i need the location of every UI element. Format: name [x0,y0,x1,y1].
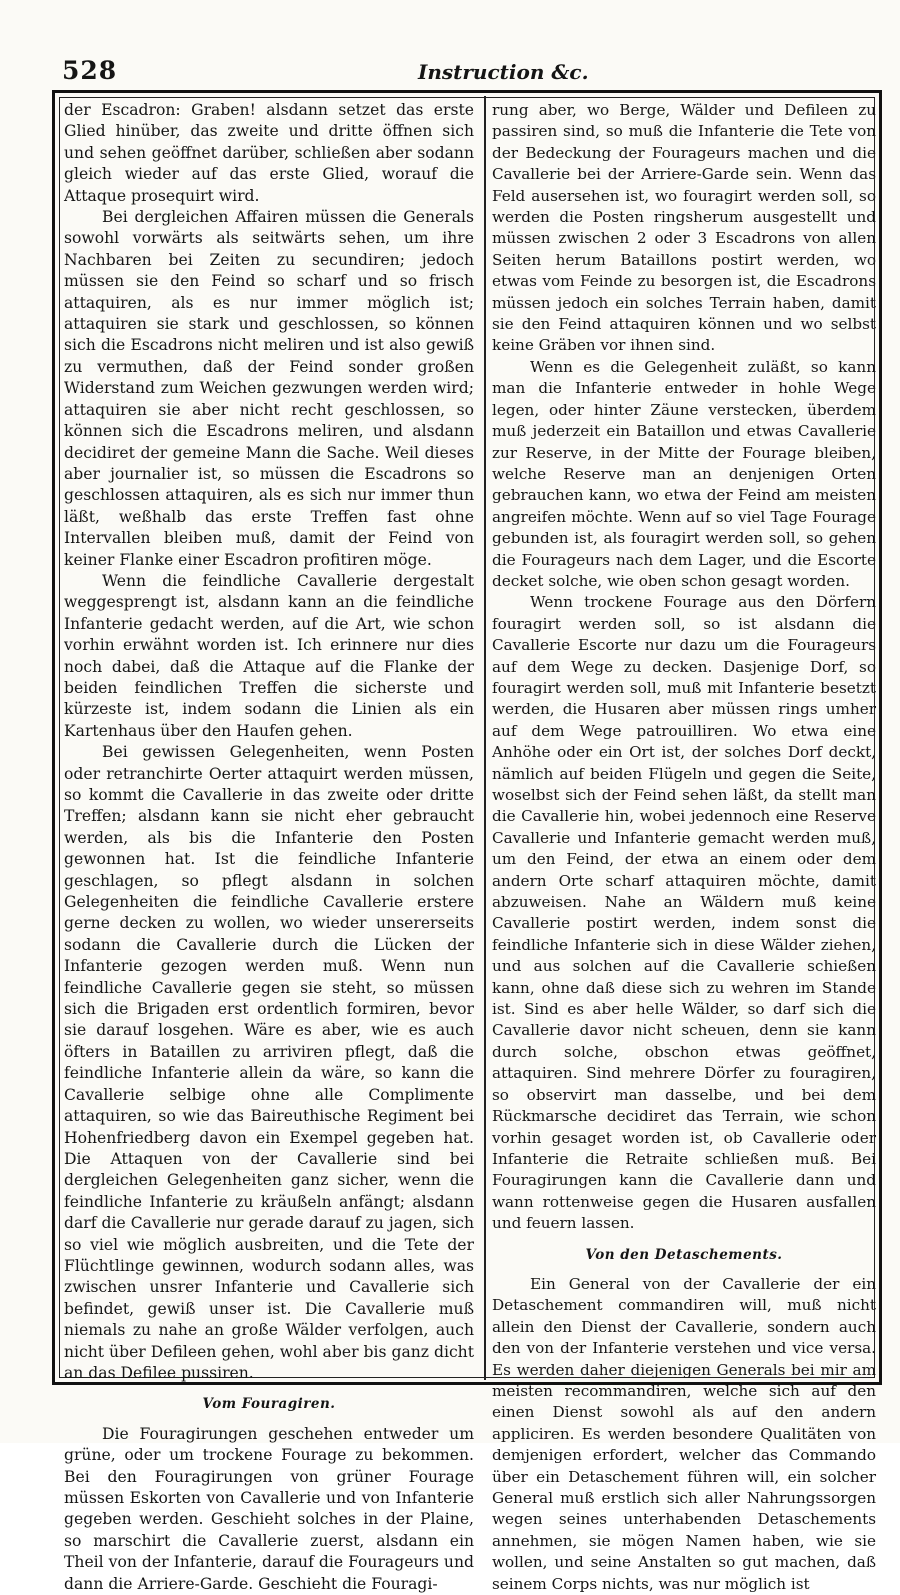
left-paragraph-1: der Escadron: Graben! alsdann setzet das erste Glied hinüber, das zweite und dritte öffnen sich und sehen geöffnet darüber, schließen aber sodann gleich wieder auf das erste Glied, worauf die Attaque prosequirt wird. [64,101,474,205]
right-paragraph-1: rung aber, wo Berge, Wälder und Defileen zu passiren sind, so muß die Infanterie die Tete von der Bedeckung der Fourageurs machen und die Cavallerie bei der Arriere-Garde sein. Wenn das Feld ausersehen ist, wo fouragirt werden soll, so werden die Posten ringsherum ausgestellt und müssen zwischen 2 oder 3 Escadrons von allen Seiten herum Bataillons postirt werden, wo etwas vom Feinde zu besorgen ist, die Escadrons müssen jedoch ein solches Terrain haben, damit sie den Feind attaquiren können und wo selbst keine Gräben vor ihnen sind. [492,101,876,355]
page-number: 528 [62,56,118,85]
section-heading-fouragiren: Vom Fouragiren. [202,1396,336,1413]
left-paragraph-3: Wenn die feindliche Cavallerie dergestalt weggesprengt ist, alsdann kann an die feindliche Infanterie gedacht werden, auf die Art, wie schon vorhin erwähnt worden ist. Ich erinnere nur dies noch dabei, daß die Attaque auf die Flanke der beiden feindlichen Treffen die sicherste und kürzeste ist, indem sodann die Linien als ein Kartenhaus über den Haufen gehen. [64,571,474,740]
left-paragraph-2: Bei dergleichen Affairen müssen die Generals sowohl vorwärts als seitwärts sehen, um ihre Nachbaren bei Zeiten zu secundiren; jedoch müssen sie den Feind so scharf und so frisch attaquiren, als es nur immer möglich ist; attaquiren sie stark und geschlossen, so können sich die Escadrons nicht meliren und ist also gewiß zu vermuthen, daß der Feind sonder großen Widerstand zum Weichen gezwungen werden wird; attaquiren sie aber nicht recht geschlossen, so können sich die Escadrons meliren, und alsdann decidiret der gemeine Mann die Sache. Weil dieses aber journalier ist, so müssen die Escadrons so geschlossen attaquiren, als es sich nur immer thun läßt, weßhalb das erste Treffen fast ohne Intervallen bleiben muß, damit der Feind von keiner Flanke einer Escadron profitiren möge. [64,208,474,569]
section-heading-detaschements: Von den Detaschements. [585,1246,783,1263]
running-head: Instruction &c. [418,60,589,84]
column-divider [484,96,486,1380]
page-header [58,52,878,92]
right-paragraph-4: Ein General von der Cavallerie der ein Detaschement commandiren will, muß nicht allein den Dienst der Cavallerie, sondern auch den von der Infanterie verstehen und vice versa. Es werden daher diejenigen Generals bei mir am meisten recommandiren, welche sich auf den einen Dienst sowohl als auf den andern appliciren. Es werden besondere Qualitäten von demjenigen erfordert, welcher das Commando über ein Detaschement führen will, ein solcher General muß erstlich sich aller Nahrungssorgen wegen seines unterhabenden Detaschements annehmen, sie mögen Namen haben, wie sie wollen, und seine Anstalten so gut machen, daß seinem Corps nichts, was nur möglich ist [492,1274,876,1593]
right-paragraph-2: Wenn es die Gelegenheit zuläßt, so kann man die Infanterie entweder in hohle Wege legen, oder hinter Zäune verstecken, überdem muß jederzeit ein Bataillon und etwas Cavallerie zur Reserve, in der Mitte der Fourage bleiben, welche Reserve man an denjenigen Orten gebrauchen kann, wo etwa der Feind am meisten angreifen möchte. Wenn auf so viel Tage Fourage gebunden ist, als fouragirt werden soll, so gehen die Fourageurs nach dem Lager, und die Escorte decket solche, wie oben schon gesagt worden. [492,357,876,590]
left-paragraph-4: Bei gewissen Gelegenheiten, wenn Posten oder retranchirte Oerter attaquirt werden müssen, so kommt die Cavallerie in das zweite oder dritte Treffen; alsdann kann sie nicht eher gebraucht werden, als bis die Infanterie den Posten gewonnen hat. Ist die feindliche Infanterie geschlagen, so pflegt alsdann in solchen Gelegenheiten die feindliche Cavallerie erstere gerne decken zu wollen, wo wieder unsererseits sodann die Cavallerie durch die Lücken der Infanterie gezogen werden muß. Wenn nun feindliche Cavallerie gegen sie steht, so müssen sich die Brigaden erst ordentlich formiren, bevor sie darauf losgehen. Wäre es aber, wie es auch öfters in Bataillen zu arriviren pflegt, daß die feindliche Infanterie allein da wäre, so kann die Cavallerie selbige ohne alle Complimente attaquiren, so wie das Baireuthische Regiment bei Hohenfriedberg davon ein Exempel gegeben hat. Die Attaquen von der Cavallerie sind bei dergleichen Gelegenheiten ganz sicher, wenn die feindliche Infanterie zu kräußeln anfängt; alsdann darf die Cavallerie nur gerade darauf zu jagen, sich so viel wie möglich ausbreiten, und die Tete der Flüchtlinge gewinnen, wodurch sodann alles, was zwischen unsrer Infanterie und Cavallerie sich befindet, gewiß unser ist. Die Cavallerie muß niemals zu nahe an große Wälder verfolgen, auch nicht über Defileen gehen, wohl aber bis ganz dicht an das Defilee pussiren. [64,743,474,1382]
right-paragraph-3: Wenn trockene Fourage aus den Dörfern fouragirt werden soll, so ist alsdann die Cavallerie Escorte nur dazu um die Fourageurs auf dem Wege zu decken. Dasjenige Dorf, so fouragirt werden soll, muß mit Infanterie besetzt werden, die Husaren aber müssen rings umher auf dem Wege patrouilliren. Wo etwa eine Anhöhe oder ein Ort ist, der solches Dorf deckt, nämlich auf beiden Flügeln und gegen die Seite, woselbst sich der Feind sehen läßt, da stellt man die Cavallerie hin, wobei jedennoch eine Reserve Cavallerie und Infanterie gemacht werden muß, um den Feind, der etwa an einem oder dem andern Orte scharf attaquiren möchte, damit abzuweisen. Nahe an Wäldern muß keine Cavallerie postirt werden, indem sonst die feindliche Infanterie sich in diese Wälder ziehen, und aus solchen auf die Cavallerie schießen kann, ohne daß diese sich zu wehren im Stande ist. Sind es aber helle Wälder, so darf sich die Cavallerie davor nicht scheuen, denn sie kann durch solche, obschon etwas geöffnet, attaquiren. Sind mehrere Dörfer zu fouragiren, so observirt man dasselbe, und bei dem Rückmarsche decidiret das Terrain, wie schon vorhin gesaget worden ist, ob Cavallerie oder Infanterie die Retraite schließen muß. Bei Fouragirungen kann die Cavallerie dann und wann rottenweise gegen die Husaren ausfallen und feuern lassen. [492,593,876,1233]
right-column [492,100,876,1593]
left-column [64,100,474,1593]
left-paragraph-5: Die Fouragirungen geschehen entweder um grüne, oder um trockene Fourage zu bekommen. Bei den Fouragirungen von grüner Fourage müssen Eskorten von Cavallerie und von Infanterie gegeben werden. Geschieht solches in der Plaine, so marschirt die Cavallerie zuerst, alsdann ein Theil von der Infanterie, darauf die Fourageurs und dann die Arriere-Garde. Geschieht die Fouragi- [64,1424,474,1593]
